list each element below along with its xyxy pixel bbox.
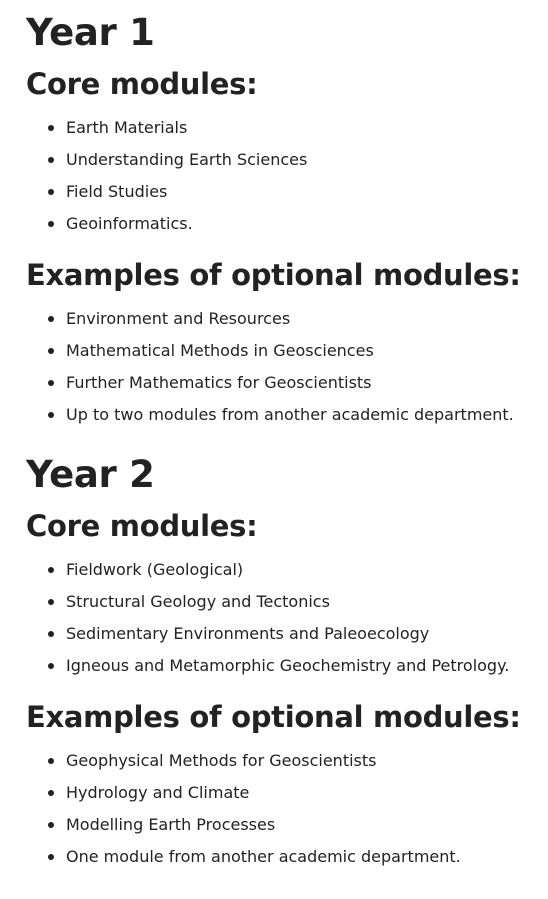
list-item: Hydrology and Climate — [66, 777, 548, 809]
list-item: Geophysical Methods for Geoscientists — [66, 745, 548, 777]
year-1-core-heading: Core modules: — [26, 67, 258, 101]
list-item: Igneous and Metamorphic Geochemistry and Petrology. — [66, 650, 548, 682]
list-item: Sedimentary Environments and Paleoecology — [66, 618, 548, 650]
year-1-optional-list — [26, 303, 548, 431]
list-item: One module from another academic department. — [66, 841, 548, 873]
year-1-optional-heading: Examples of optional modules: — [26, 258, 521, 292]
list-item: Environment and Resources — [66, 303, 548, 335]
year-2-optional-list — [26, 745, 548, 873]
list-item: Mathematical Methods in Geosciences — [66, 335, 548, 367]
year-2-core-list — [26, 554, 548, 682]
list-item: Up to two modules from another academic department. — [66, 399, 548, 431]
list-item: Understanding Earth Sciences — [66, 144, 548, 176]
year-2-core-heading: Core modules: — [26, 509, 258, 543]
list-item: Structural Geology and Tectonics — [66, 586, 548, 618]
list-item: Earth Materials — [66, 112, 548, 144]
list-item: Modelling Earth Processes — [66, 809, 548, 841]
year-2-optional-heading: Examples of optional modules: — [26, 700, 521, 734]
year-2-heading: Year 2 — [26, 453, 155, 496]
year-1-core-list — [26, 112, 548, 240]
year-1-heading: Year 1 — [26, 11, 155, 54]
list-item: Field Studies — [66, 176, 548, 208]
list-item: Geoinformatics. — [66, 208, 548, 240]
list-item: Further Mathematics for Geoscientists — [66, 367, 548, 399]
list-item: Fieldwork (Geological) — [66, 554, 548, 586]
module-list-page — [0, 11, 548, 873]
